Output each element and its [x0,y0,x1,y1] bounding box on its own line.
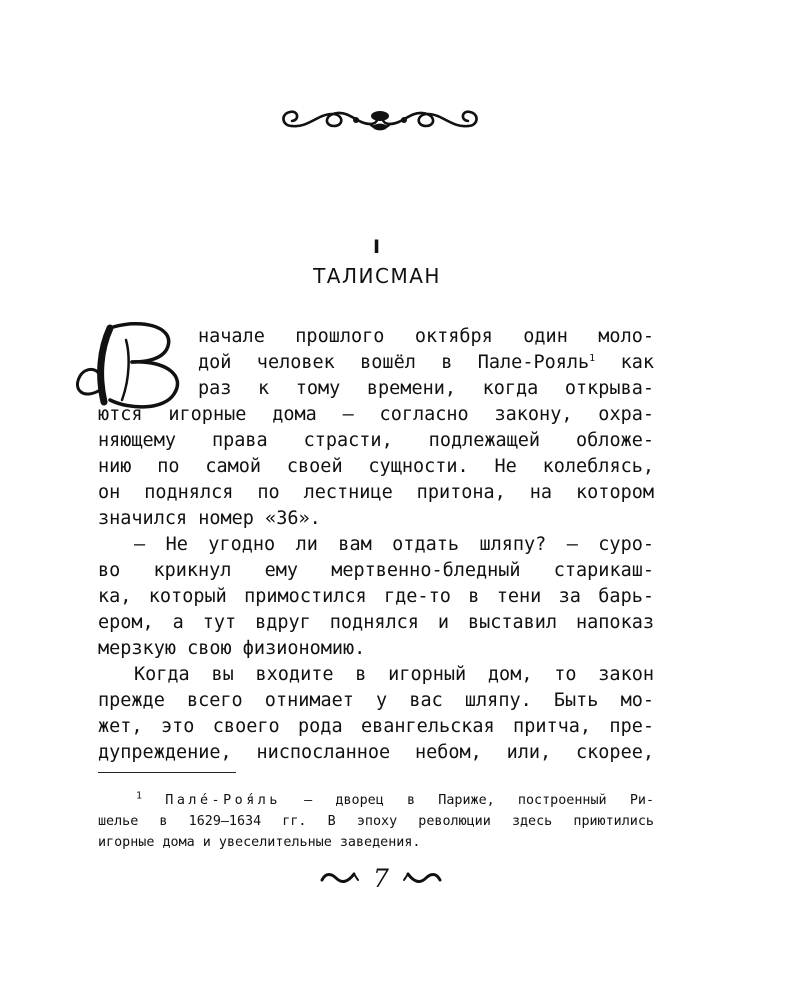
text-line: значился номер «36». [98,508,321,529]
footnote [98,790,654,853]
page-folio [318,862,444,896]
footnote-divider [98,772,236,773]
text-line: Когда вы входите в игорный дом, то закон [134,664,654,685]
text-line: начале прошлого октября один моло- [198,326,654,347]
text-line: ка, который примостился где-то в тени за барь- [98,586,654,607]
chapter-title: ТАЛИСМАН [313,264,441,288]
text-line: жет, это своего рода евангельская притча, пре- [98,716,654,737]
page-number: 7 [373,864,389,893]
text-line: во крикнул ему мертвенно-бледный старикаш- [98,560,654,581]
text-line: ером, а тут вдруг поднялся и выставил напоказ [98,612,654,633]
drop-cap [70,320,198,410]
text-line: раз к тому времени, когда открыва- [198,378,654,399]
text-line: мерзкую свою физиономию. [98,638,366,659]
text-line-main: дой человек вошёл в Пале-Рояль [198,352,590,373]
text-line: — Не угодно ли вам отдать шляпу? — суро- [134,534,654,555]
chapter-number: I [372,236,382,258]
footnote-reference[interactable]: 1 [589,352,596,364]
right-flourish-icon [400,862,444,896]
text-line-tail: как [595,352,654,373]
footnote-line: игорные дома и увеселительные заведения. [98,835,421,850]
header-ornament-icon [278,100,482,136]
footnote-line [98,790,654,811]
text-line: прежде всего отнимает у вас шляпу. Быть мо- [98,690,654,711]
drop-cap-flourish-icon [70,320,198,412]
footnote-term: Пале́-Роя́ль [165,793,281,808]
text-line: он поднялся по лестнице притона, на котором [98,482,654,503]
text-line: няющему права страсти, подлежащей обложе- [98,430,654,451]
footnote-definition: — дворец в Париже, построенный Ри- [280,793,655,808]
footnote-marker: 1 [136,790,143,802]
text-line: ются игорные дома — согласно закону, охра- [98,404,654,425]
text-line: дупреждение, ниспосланное небом, или, скорее, [98,742,654,763]
text-line: нию по самой своей сущности. Не колеблясь, [98,456,654,477]
main-text [98,324,654,766]
footnote-line: шелье в 1629–1634 гг. В эпоху революции здесь приютились [98,814,654,829]
